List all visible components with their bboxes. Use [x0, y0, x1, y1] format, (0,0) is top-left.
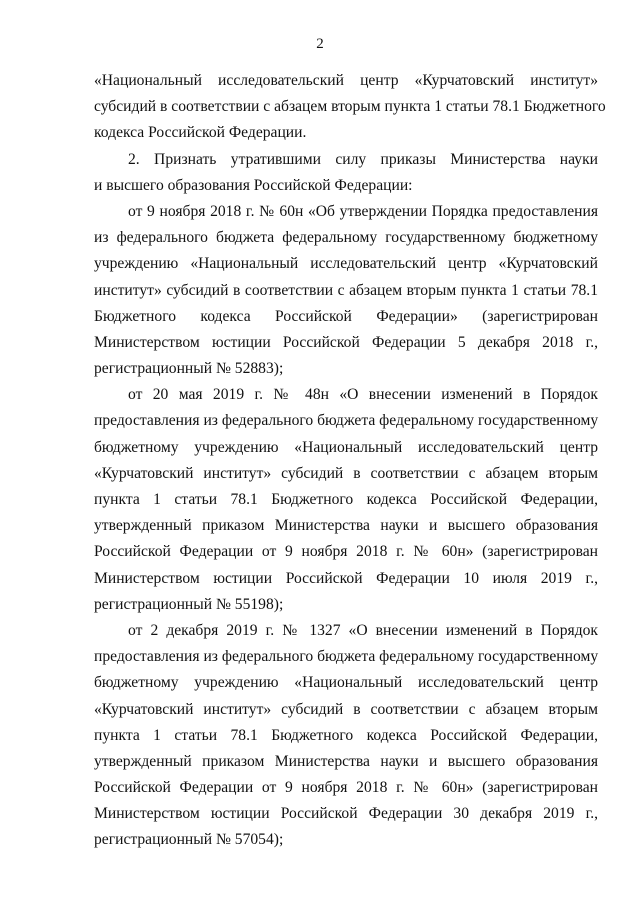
text-line: утвержденный приказом Министерства науки и высшего образования [94, 517, 598, 535]
text-line: от 9 ноября 2018 г. № 60н «Об утверждении Порядка предоставления [128, 202, 598, 220]
text-line: пункта 1 статьи 78.1 Бюджетного кодекса Российской Федерации, [94, 491, 598, 508]
text-line: «Национальный исследовательский центр «Курчатовский институт» [94, 72, 598, 89]
text-line: и высшего образования Российской Федерации: [94, 176, 413, 194]
text-line: бюджетному учреждению «Национальный исследовательский центр [94, 674, 598, 692]
text-line: предоставления из федерального бюджета федеральному государственному [94, 648, 599, 666]
text-line: субсидий в соответствии с абзацем вторым пункта 1 статьи 78.1 Бюджетного [94, 98, 606, 116]
text-line: Бюджетного кодекса Российской Федерации» (зарегистрирован [94, 307, 598, 325]
text-line: 2. Признать утратившими силу приказы Министерства науки [128, 150, 598, 168]
text-line: утвержденный приказом Министерства науки и высшего образования [94, 752, 598, 770]
text-line: Российской Федерации от 9 ноября 2018 г. № 60н» (зарегистрирован [94, 779, 598, 797]
text-line: Министерством юстиции Российской Федерации 30 декабря 2019 г., [94, 805, 598, 823]
text-line: пункта 1 статьи 78.1 Бюджетного кодекса Российской Федерации, [94, 726, 598, 744]
text-line: регистрационный № 57054); [94, 831, 284, 849]
text-line: «Курчатовский институт» субсидий в соответствии с абзацем вторым [94, 464, 598, 482]
text-line: «Курчатовский институт» субсидий в соответствии с абзацем вторым [94, 700, 598, 718]
text-line: предоставления из федерального бюджета федеральному государственному [94, 412, 599, 430]
text-line: Министерством юстиции Российской Федерации 5 декабря 2018 г., [94, 333, 598, 351]
paragraph [94, 382, 598, 618]
text-line: от 2 декабря 2019 г. № 1327 «О внесении изменений в Порядок [128, 621, 598, 639]
text-line: институт» субсидий в соответствии с абзацем вторым пункта 1 статьи 78.1 [94, 281, 598, 299]
text-line: Министерством юстиции Российской Федерации 10 июля 2019 г., [94, 569, 598, 587]
paragraph [94, 618, 598, 854]
page-number: 2 [316, 36, 324, 52]
text-line: учреждению «Национальный исследовательский центр «Курчатовский [94, 255, 598, 273]
text-line: от 20 мая 2019 г. № 48н «О внесении изменений в Порядок [128, 386, 598, 404]
text-line: кодекса Российской Федерации. [94, 124, 307, 142]
text-line: регистрационный № 55198); [94, 595, 284, 613]
paragraph [94, 68, 606, 147]
text-line: регистрационный № 52883); [94, 360, 284, 378]
paragraph [94, 147, 598, 199]
document-body [94, 68, 606, 854]
text-line: Российской Федерации от 9 ноября 2018 г. № 60н» (зарегистрирован [94, 543, 598, 561]
text-line: из федерального бюджета федеральному государственному бюджетному [94, 229, 598, 247]
paragraph [94, 199, 598, 382]
text-line: бюджетному учреждению «Национальный исследовательский центр [94, 438, 598, 456]
